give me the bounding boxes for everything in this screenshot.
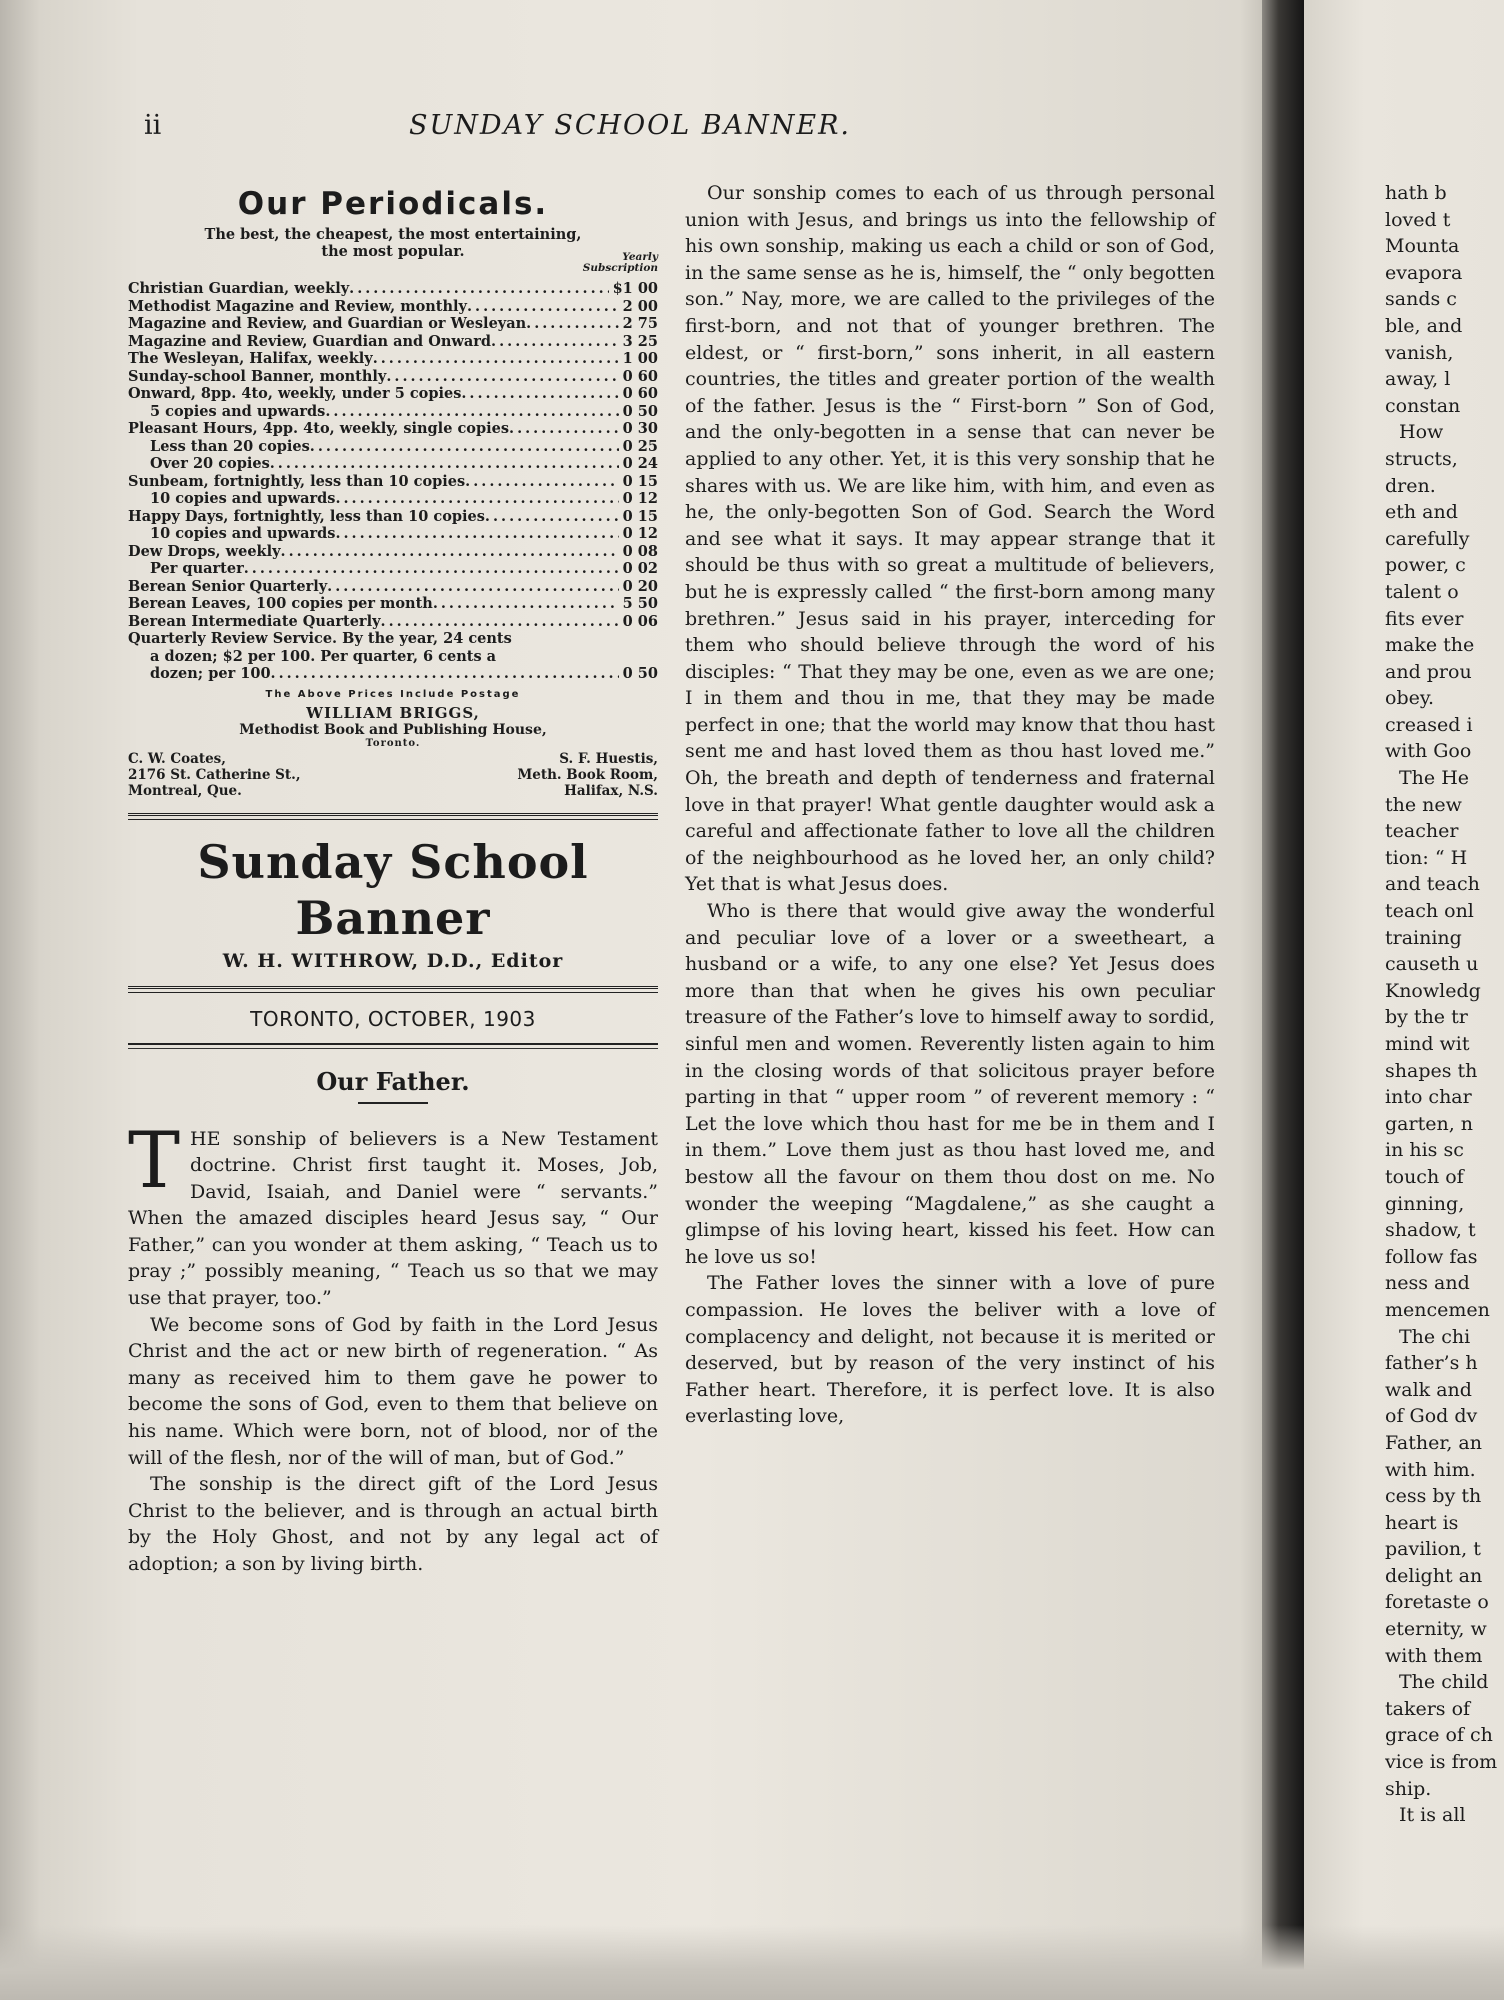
leader-dots bbox=[461, 385, 618, 403]
price-list-row bbox=[128, 420, 658, 438]
price-list-row bbox=[128, 368, 658, 386]
leader-dots bbox=[467, 298, 619, 316]
periodical-name: The Wesleyan, Halifax, weekly bbox=[128, 350, 373, 367]
periodical-price: 0 50 bbox=[622, 402, 658, 420]
periodical-price: 0 12 bbox=[622, 525, 658, 542]
periodical-price: 0 15 bbox=[622, 472, 658, 490]
periodical-name: Pleasant Hours, 4pp. 4to, weekly, single copies bbox=[128, 420, 510, 437]
periodical-price: 0 06 bbox=[622, 612, 658, 630]
agent-left-name: C. W. Coates, bbox=[128, 750, 226, 767]
price-list-row bbox=[128, 508, 658, 526]
leader-dots bbox=[465, 473, 619, 491]
article-title: Our Father. bbox=[316, 1066, 470, 1096]
periodical-price: 0 24 bbox=[622, 455, 658, 472]
price-list-row bbox=[128, 560, 658, 578]
price-list-row bbox=[128, 455, 658, 473]
periodical-price: 2 00 bbox=[622, 297, 658, 315]
price-list-row bbox=[128, 473, 658, 491]
facing-page-line: the new bbox=[1385, 793, 1462, 816]
leader-dots bbox=[335, 490, 618, 508]
leader-dots bbox=[271, 665, 619, 683]
facing-page-line: and teach bbox=[1385, 873, 1480, 896]
book-gutter bbox=[1262, 0, 1304, 2000]
periodical-name: Sunday-school Banner, monthly bbox=[128, 367, 387, 385]
price-list-row bbox=[128, 315, 658, 333]
paragraph: We become sons of God by faith in the Lord Jesus Christ and the act or new birth of regeneration. “ As many as received him to them gave he power to become the sons of God, even to them that believe on his name. Which were born, not of blood, nor of the will of the flesh, nor of the will of man, but of God.” bbox=[128, 1313, 658, 1469]
price-list-row bbox=[128, 333, 658, 351]
leader-dots bbox=[509, 420, 619, 438]
divider-rule bbox=[128, 1043, 658, 1049]
periodical-price: 0 60 bbox=[622, 385, 658, 402]
facing-page-line: creased i bbox=[1385, 713, 1473, 736]
facing-page-line: vanish, bbox=[1385, 341, 1454, 364]
periodical-name: Sunbeam, fortnightly, less than 10 copies bbox=[128, 472, 466, 490]
agent-left-city: Montreal, Que. bbox=[128, 782, 242, 799]
facing-page-line: grace of ch bbox=[1385, 1724, 1493, 1747]
leader-dots bbox=[270, 455, 619, 473]
leader-dots bbox=[381, 613, 619, 631]
periodical-price: 0 02 bbox=[622, 560, 658, 577]
running-head bbox=[0, 110, 1262, 150]
masthead-title: Sunday School Banner bbox=[197, 834, 589, 945]
leader-dots bbox=[335, 525, 618, 543]
leader-dots bbox=[373, 350, 619, 368]
leader-dots bbox=[386, 368, 618, 386]
periodical-name: Berean Leaves, 100 copies per month bbox=[128, 595, 433, 612]
article-body-middle bbox=[685, 180, 1215, 1430]
facing-page-line: follow fas bbox=[1385, 1245, 1478, 1268]
drop-cap: T bbox=[128, 1115, 181, 1206]
dateline: TORONTO, OCTOBER, 1903 bbox=[250, 1006, 536, 1031]
periodical-name: Magazine and Review, and Guardian or Wesleyan bbox=[128, 315, 527, 332]
facing-page-line: garten, n bbox=[1385, 1112, 1474, 1135]
periodical-price: 0 20 bbox=[622, 577, 658, 595]
facing-page-line: carefully bbox=[1385, 527, 1470, 550]
periodical-name: Over 20 copies bbox=[150, 455, 270, 472]
subscription-label: Subscription bbox=[582, 262, 658, 274]
periodical-name: Methodist Magazine and Review, monthly bbox=[128, 297, 467, 315]
leader-dots bbox=[325, 403, 618, 421]
facing-page-line: away, l bbox=[1385, 368, 1451, 391]
price-list-row bbox=[128, 490, 658, 508]
periodical-price: 2 75 bbox=[622, 315, 658, 332]
yearly-label: Yearly bbox=[622, 251, 658, 263]
page-number: ii bbox=[144, 110, 162, 141]
periodical-price: 0 25 bbox=[622, 437, 658, 455]
price-list-row bbox=[128, 385, 658, 403]
facing-page-line: mencemen bbox=[1385, 1298, 1490, 1321]
divider-rule bbox=[128, 813, 658, 820]
leader-dots bbox=[485, 508, 619, 526]
periodical-name: Berean Senior Quarterly bbox=[128, 577, 328, 595]
facing-page-line: pavilion, t bbox=[1385, 1538, 1481, 1561]
periodical-name: 10 copies and upwards bbox=[150, 490, 336, 507]
agent-right-address: Meth. Book Room, bbox=[517, 766, 658, 783]
review-service-line-2: a dozen; $2 per 100. Per quarter, 6 cents a bbox=[150, 647, 497, 665]
price-list bbox=[128, 280, 658, 630]
facing-page-line: evapora bbox=[1385, 261, 1463, 284]
periodical-price: 5 50 bbox=[622, 595, 658, 612]
paragraph-text: HE sonship of believers is a New Testament doctrine. Christ first taught it. Moses, Job, David, Isaiah, and Daniel were “ servants.” When the amazed disciples heard Jesus say, “ Our Father,” can you wonder at them asking, “ Teach us to pray ;” possibly meaning, “ Teach us so that we may use that prayer, too.” bbox=[128, 1127, 658, 1310]
facing-page-line: It is all bbox=[1399, 1804, 1466, 1827]
facing-page-line: fits ever bbox=[1385, 607, 1464, 630]
facing-page-line: teach onl bbox=[1385, 900, 1474, 923]
facing-page-line: vice is from bbox=[1385, 1751, 1498, 1774]
price-list-row bbox=[128, 350, 658, 368]
facing-page-line: and prou bbox=[1385, 660, 1472, 683]
leader-dots bbox=[433, 595, 619, 613]
facing-page-line: How bbox=[1399, 421, 1444, 444]
facing-page-line: make the bbox=[1385, 634, 1475, 657]
running-title: SUNDAY SCHOOL BANNER. bbox=[408, 110, 852, 141]
periodical-name: 10 copies and upwards bbox=[150, 525, 336, 542]
periodical-price: 0 15 bbox=[622, 507, 658, 525]
leader-dots bbox=[526, 315, 619, 333]
leader-dots bbox=[281, 543, 619, 561]
publisher-city: Toronto. bbox=[365, 737, 421, 749]
facing-page-line: father’s h bbox=[1385, 1352, 1478, 1375]
facing-page-line: sands c bbox=[1385, 288, 1457, 311]
paragraph: The Father loves the sinner with a love of pure compassion. He loves the beliver with a love of complacency and delight, not because it is merited or deserved, but by reason of the very instinct of his Father heart. Therefore, it is perfect love. It is also everlasting love, bbox=[685, 1272, 1215, 1428]
periodical-price: 0 08 bbox=[622, 542, 658, 560]
middle-column bbox=[685, 180, 1215, 1430]
facing-page-line: causeth u bbox=[1385, 953, 1479, 976]
price-list-row bbox=[128, 525, 658, 543]
facing-page-line: delight an bbox=[1385, 1564, 1483, 1587]
facing-page-line: walk and bbox=[1385, 1378, 1472, 1401]
title-underline bbox=[358, 1102, 428, 1104]
facing-page-line: teacher bbox=[1385, 820, 1459, 843]
facing-page-line: loved t bbox=[1385, 208, 1451, 231]
price-list-row bbox=[128, 543, 658, 561]
price-list-row bbox=[128, 438, 658, 456]
facing-page-line: Knowledg bbox=[1385, 979, 1481, 1002]
periodical-name: Dew Drops, weekly bbox=[128, 542, 281, 560]
leader-dots bbox=[327, 578, 619, 596]
yearly-subscription-label bbox=[583, 252, 658, 274]
facing-page-line: in his sc bbox=[1385, 1139, 1464, 1162]
facing-page-line: ship. bbox=[1385, 1777, 1432, 1800]
periodical-price: $1 00 bbox=[612, 280, 658, 297]
facing-page-column bbox=[1385, 180, 1504, 1829]
review-service-line-1: Quarterly Review Service. By the year, 24 cents bbox=[128, 630, 512, 647]
facing-page-line: takers of bbox=[1385, 1697, 1471, 1720]
facing-page-line: Mounta bbox=[1385, 235, 1460, 258]
periodical-name: Magazine and Review, Guardian and Onward bbox=[128, 332, 492, 350]
paragraph: Our sonship comes to each of us through personal union with Jesus, and brings us into the fellowship of his own sonship, making us each a child or son of God, in the same sense as he is, himself, the “ only begotten son.” Nay, more, we are called to the privileges of the first-born, and not that of younger brethren. The eldest, or “ first-born,” sons inherit, in all eastern countries, the titles and greater portion of the wealth of the father. Jesus is the “ First-born ” Son of God, and the only-begotten in a sense that can never be applied to any other. Yet, it is this very sonship that he shares with us. We are like him, with him, and even as he, the only-begotten Son of God. Search the Word and see what it says. It may appear strange that it should be thus with so great a multitude of believers, but he is expressly called “ the first-born among many brethren.” Jesus said in his prayer, interceding for them who should believe through the word of his disciples: “ That they may be one, even as we are one; I in them and thou in me, that they may be made perfect in one; that the world may know that thou hast sent me and hast loved them as thou hast loved me.” Oh, the breath and depth of tenderness and fraternal love in that prayer! What gentle daughter would ask a careful and affectionate father to love all the children of the neighbourhood as he loved her, an only child? Yet that is what Jesus does. bbox=[685, 182, 1215, 896]
facing-page-line: eternity, w bbox=[1385, 1618, 1487, 1641]
facing-page-line: with Goo bbox=[1385, 740, 1472, 763]
facing-page-line: ness and bbox=[1385, 1272, 1470, 1295]
facing-page-line: eth and bbox=[1385, 501, 1458, 524]
periodicals-title: Our Periodicals. bbox=[237, 186, 549, 222]
price-list-row bbox=[128, 298, 658, 316]
periodicals-subtitle-2: the most popular. bbox=[321, 243, 465, 260]
facing-page-line: The child bbox=[1399, 1671, 1489, 1694]
facing-page-line: power, c bbox=[1385, 554, 1466, 577]
facing-page-line: ble, and bbox=[1385, 314, 1463, 337]
periodical-name: Onward, 8pp. 4to, weekly, under 5 copies bbox=[128, 385, 462, 402]
masthead-editor: W. H. WITHROW, D.D., Editor bbox=[222, 949, 564, 972]
facing-page-line: heart is bbox=[1385, 1511, 1459, 1534]
periodical-name: Per quarter bbox=[150, 560, 244, 577]
facing-page-line: Father, an bbox=[1385, 1431, 1482, 1454]
leader-dots bbox=[349, 280, 608, 298]
facing-page-line: with them bbox=[1385, 1644, 1483, 1667]
periodical-name: Berean Intermediate Quarterly bbox=[128, 612, 381, 630]
article-body-left bbox=[128, 1115, 658, 1578]
facing-page-line: structs, bbox=[1385, 447, 1458, 470]
agent-montreal bbox=[128, 751, 301, 799]
leader-dots bbox=[491, 333, 619, 351]
price-list-row bbox=[128, 595, 658, 613]
facing-page-line: with him. bbox=[1385, 1458, 1476, 1481]
facing-page-line: foretaste o bbox=[1385, 1591, 1489, 1614]
periodical-price: 0 12 bbox=[622, 490, 658, 507]
facing-page-line: touch of bbox=[1385, 1165, 1464, 1188]
agent-left-address: 2176 St. Catherine St., bbox=[128, 766, 301, 783]
facing-page-line: mind wit bbox=[1385, 1033, 1470, 1055]
facing-page-line: constan bbox=[1385, 394, 1461, 417]
periodical-name: 5 copies and upwards bbox=[150, 402, 326, 420]
agent-halifax bbox=[517, 751, 658, 799]
facing-page-line: of God dv bbox=[1385, 1405, 1478, 1428]
paragraph bbox=[128, 1115, 658, 1312]
left-column bbox=[128, 180, 658, 1578]
facing-page-line: tion: “ H bbox=[1385, 846, 1468, 869]
leader-dots bbox=[244, 560, 619, 578]
paragraph: Who is there that would give away the wonderful and peculiar love of a lover or a sweetheart, a husband or a wife, to any one else? Yet Jesus does more than that when he gives his own peculiar treasure of the Father’s love to himself away to sordid, sinful men and women. Reverently listen again to him in the closing words of that solicitous prayer before parting in that “ upper room ” of reverent memory : “ Let the love which thou hast for me be in them and I in them.” Love them just as thou hast loved me, and bestow all the favour on them thou dost on me. No wonder the weeping “Magdalene,” as she caught a glimpse of his loving heart, kissed his feet. How can he love us so! bbox=[685, 900, 1215, 1268]
facing-page-line: hath b bbox=[1385, 182, 1447, 204]
facing-page-line: training bbox=[1385, 926, 1462, 949]
periodical-price: 0 60 bbox=[622, 367, 658, 385]
agent-right-name: S. F. Huestis, bbox=[559, 750, 658, 767]
periodical-name: Less than 20 copies bbox=[150, 437, 310, 455]
agent-right-city: Halifax, N.S. bbox=[564, 782, 658, 799]
review-service-line-3 bbox=[128, 665, 658, 683]
periodical-price: 3 25 bbox=[622, 332, 658, 350]
paragraph: The sonship is the direct gift of the Lord Jesus Christ to the believer, and is through an actual birth by the Holy Ghost, and not by any legal act of adoption; a son by living birth. bbox=[128, 1473, 658, 1575]
publisher-house: Methodist Book and Publishing House, bbox=[239, 721, 547, 738]
facing-page-line: talent o bbox=[1385, 580, 1459, 603]
facing-page-line: shadow, t bbox=[1385, 1219, 1476, 1242]
review-service-text: dozen; per 100 bbox=[150, 665, 271, 682]
facing-page-text bbox=[1385, 180, 1504, 1829]
facing-page-line: shapes th bbox=[1385, 1059, 1478, 1082]
prices-note: The Above Prices Include Postage bbox=[265, 688, 521, 700]
facing-page-line: cess by th bbox=[1385, 1485, 1482, 1508]
price-list-row bbox=[128, 280, 658, 298]
review-service-price: 0 50 bbox=[622, 665, 658, 682]
facing-page-line: The chi bbox=[1399, 1325, 1471, 1348]
periodical-name: Happy Days, fortnightly, less than 10 copies bbox=[128, 507, 485, 525]
price-list-row bbox=[128, 613, 658, 631]
facing-page-line: into char bbox=[1385, 1086, 1472, 1109]
facing-page-line: by the tr bbox=[1385, 1006, 1468, 1029]
periodical-price: 0 30 bbox=[622, 420, 658, 437]
price-list-row bbox=[128, 403, 658, 421]
facing-page-line: The He bbox=[1399, 767, 1470, 790]
leader-dots bbox=[310, 438, 619, 456]
facing-page-line: dren. bbox=[1385, 474, 1436, 497]
periodical-price: 1 00 bbox=[622, 350, 658, 367]
divider-rule bbox=[128, 986, 658, 993]
periodicals-subtitle-1: The best, the cheapest, the most entertaining, bbox=[204, 226, 582, 243]
facing-page-line: obey. bbox=[1385, 687, 1435, 710]
periodical-name: Christian Guardian, weekly bbox=[128, 280, 350, 297]
facing-page-line: ginning, bbox=[1385, 1192, 1465, 1215]
page-edge bbox=[0, 1925, 1504, 2000]
periodicals-box bbox=[128, 186, 658, 799]
price-list-row bbox=[128, 578, 658, 596]
agents bbox=[128, 751, 658, 799]
publisher-name: WILLIAM BRIGGS, bbox=[306, 703, 480, 722]
